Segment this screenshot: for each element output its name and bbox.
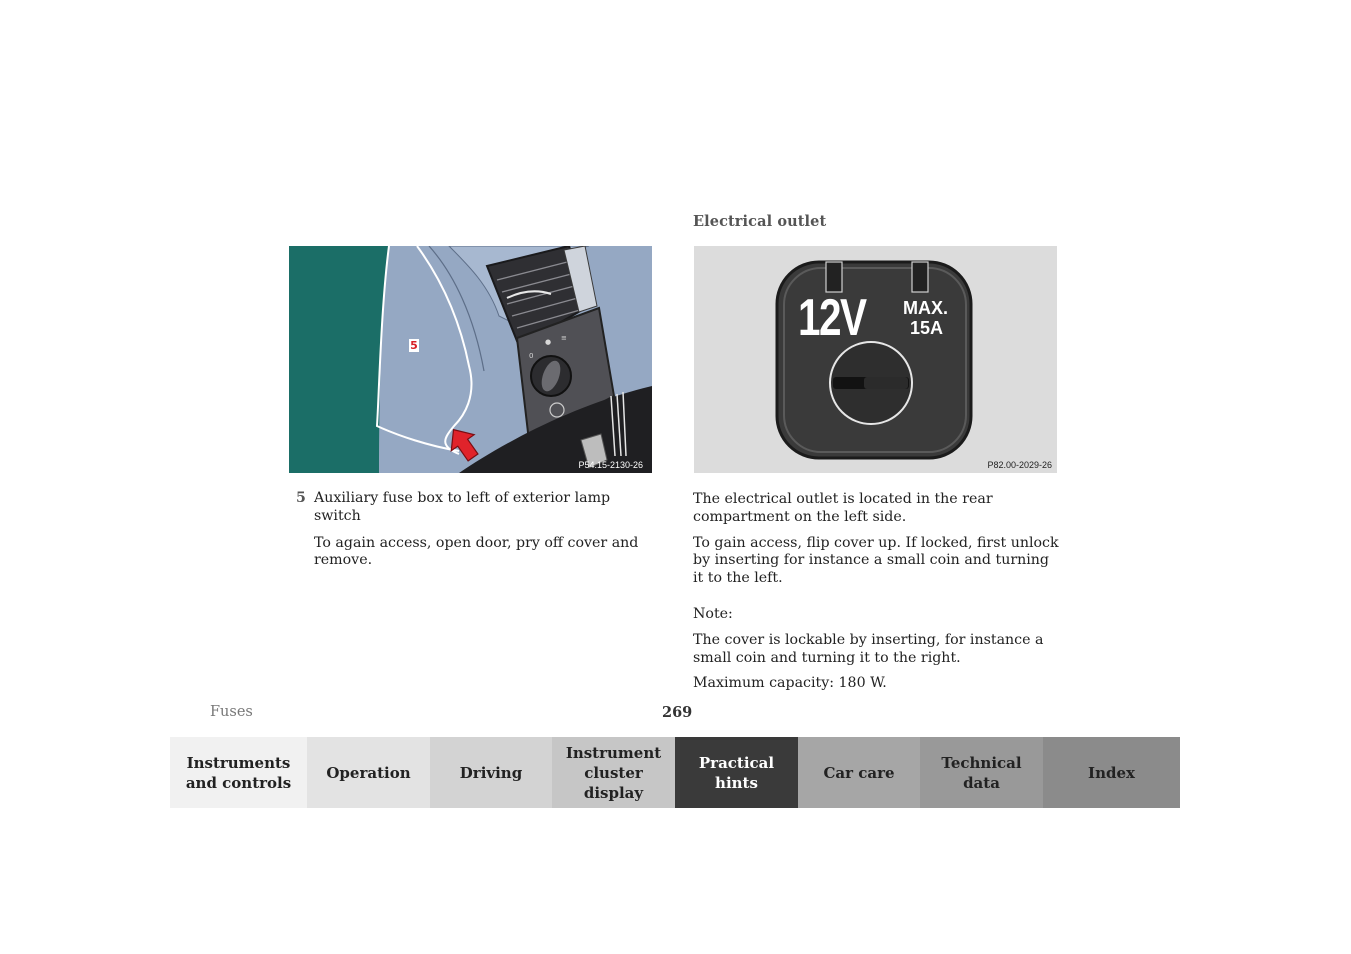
electrical-outlet-illustration	[694, 246, 1057, 473]
door-edge	[289, 246, 389, 473]
capacity-text: Maximum capacity: 180 W.	[693, 675, 887, 692]
item-number: 5	[296, 490, 306, 506]
ampere-label: 15A	[910, 318, 944, 338]
footer-section-name: Fuses	[210, 704, 253, 720]
note-label: Note:	[693, 605, 733, 622]
tab-driving[interactable]: Driving	[430, 737, 552, 808]
tab-index[interactable]: Index	[1043, 737, 1180, 808]
outlet-location-text: The electrical outlet is located in the rear compartment on the left side.	[693, 491, 993, 525]
figure-code: P54.15-2130-26	[578, 460, 643, 470]
tab-practical-hints[interactable]: Practical hints	[675, 737, 798, 808]
section-title: Electrical outlet	[693, 213, 827, 230]
callout-label: 5	[410, 339, 418, 352]
max-label: MAX.	[903, 298, 948, 318]
note-text: The cover is lockable by inserting, for instance a small coin and turning it to the right.	[693, 631, 1044, 666]
chapter-nav	[170, 737, 1180, 808]
outlet-access-text: To gain access, flip cover up. If locked, first unlock by inserting for instance a small coin and turning it to the left.	[693, 534, 1059, 587]
item-text: Auxiliary fuse box to left of exterior lamp switch	[314, 490, 611, 524]
svg-text:≡: ≡	[561, 334, 567, 342]
fuse-box-illustration	[289, 246, 652, 473]
svg-text:0: 0	[529, 352, 534, 360]
tab-technical-data[interactable]: Technical data	[920, 737, 1043, 808]
left-column-text	[314, 490, 654, 579]
svg-text:●: ●	[545, 338, 552, 346]
figure-code: P82.00-2029-26	[987, 460, 1052, 470]
tab-instruments-and-controls[interactable]: Instruments and controls	[170, 737, 307, 808]
page-number: 269	[662, 704, 693, 721]
voltage-label: 12V	[798, 289, 866, 347]
tab-car-care[interactable]: Car care	[798, 737, 920, 808]
item-detail: To again access, open door, pry off cover and remove.	[314, 534, 639, 569]
tab-operation[interactable]: Operation	[307, 737, 430, 808]
tab-instrument-cluster-display[interactable]: Instrument cluster display	[552, 737, 675, 808]
right-column-text	[693, 491, 1059, 701]
